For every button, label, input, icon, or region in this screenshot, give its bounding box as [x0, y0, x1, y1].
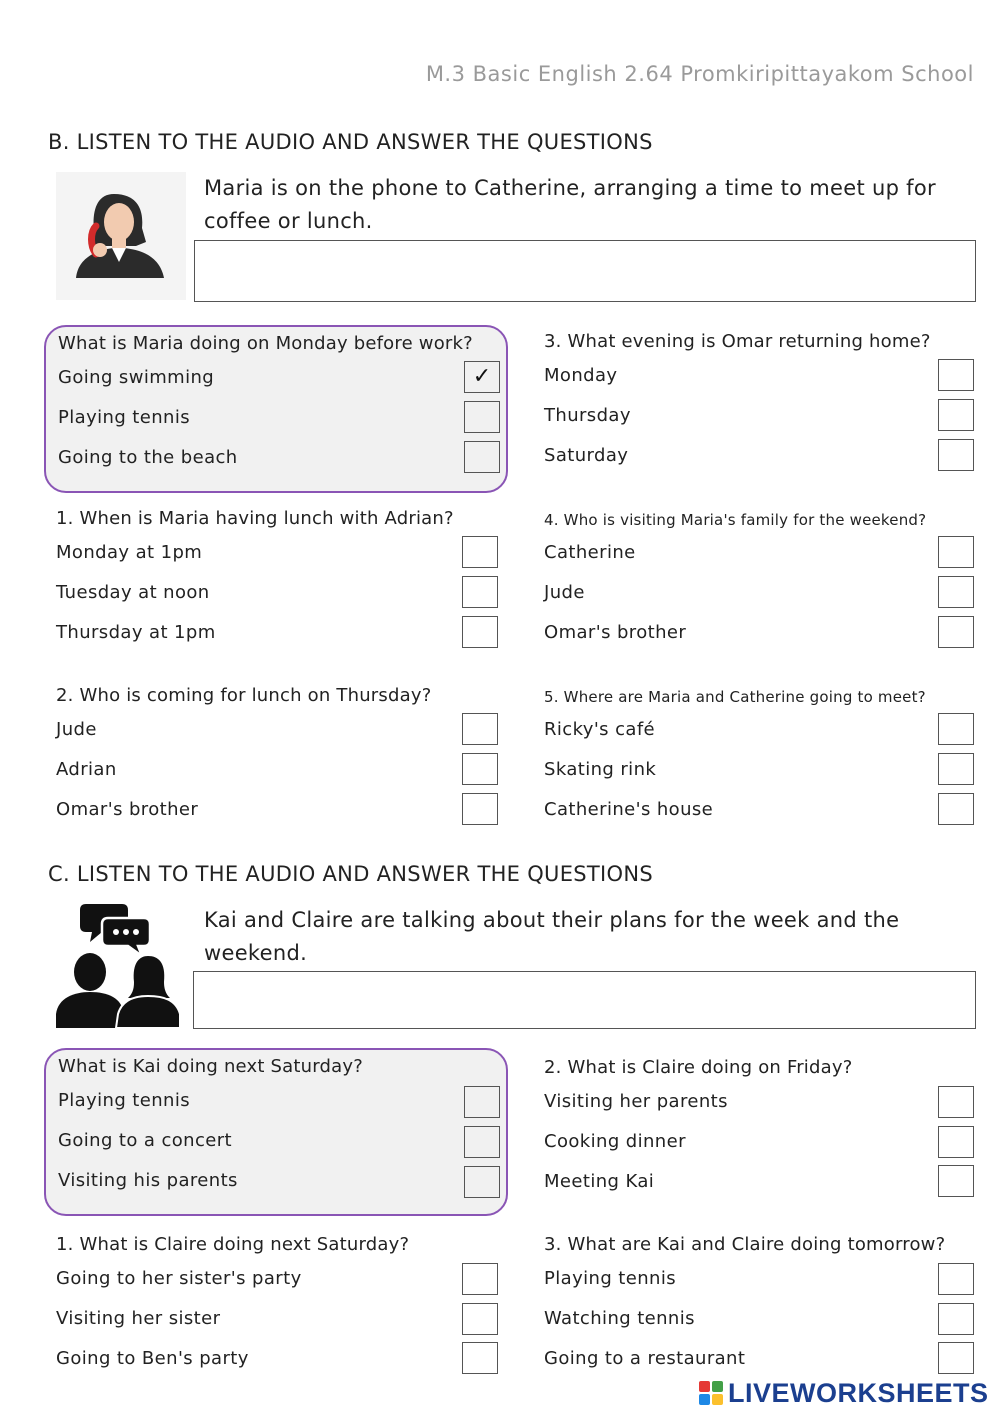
checkbox[interactable] — [938, 439, 974, 471]
checkbox[interactable] — [462, 1342, 498, 1374]
section-b-intro: Maria is on the phone to Catherine, arranging a time to meet up for coffee or lunch. — [204, 176, 936, 233]
checkbox[interactable] — [938, 1165, 974, 1197]
section-b-question-3 — [532, 325, 992, 475]
section-c-question-2 — [532, 1051, 992, 1201]
checkbox[interactable] — [464, 1126, 500, 1158]
checkbox[interactable] — [464, 1166, 500, 1198]
option-label: Going to a restaurant — [544, 1348, 746, 1369]
option-label: Playing tennis — [544, 1268, 677, 1289]
section-c-title: C. LISTEN TO THE AUDIO AND ANSWER THE QUESTIONS — [48, 862, 653, 886]
checkbox[interactable] — [462, 753, 498, 785]
checkbox[interactable] — [938, 359, 974, 391]
question-text: 2. Who is coming for lunch on Thursday? — [56, 685, 432, 706]
question-text: 5. Where are Maria and Catherine going to meet? — [544, 688, 926, 706]
checkbox[interactable] — [464, 1086, 500, 1118]
checkbox[interactable] — [938, 1342, 974, 1374]
checkbox[interactable] — [462, 1263, 498, 1295]
option-label: Meeting Kai — [544, 1171, 655, 1192]
checkbox[interactable] — [462, 1303, 498, 1335]
checkbox[interactable] — [462, 576, 498, 608]
checkbox[interactable] — [462, 536, 498, 568]
option-label: Omar's brother — [56, 799, 199, 820]
section-b-question-5 — [532, 679, 992, 829]
option-label: Going to the beach — [58, 447, 238, 468]
checkbox[interactable] — [938, 793, 974, 825]
option-label: Going swimming — [58, 367, 215, 388]
question-text: 3. What evening is Omar returning home? — [544, 331, 931, 352]
liveworksheets-logo-icon — [698, 1380, 724, 1406]
option-label: Adrian — [56, 759, 117, 780]
checkbox[interactable] — [938, 399, 974, 431]
checkbox[interactable] — [938, 1263, 974, 1295]
option-label: Visiting his parents — [58, 1170, 238, 1191]
section-b-question-2 — [44, 679, 504, 829]
checkbox[interactable] — [938, 1303, 974, 1335]
option-label: Ricky's café — [544, 719, 656, 740]
option-label: Skating rink — [544, 759, 657, 780]
option-label: Going to her sister's party — [56, 1268, 302, 1289]
question-text: 4. Who is visiting Maria's family for the weekend? — [544, 511, 927, 529]
section-b-answer-box[interactable] — [194, 240, 976, 302]
liveworksheets-logo — [698, 1378, 989, 1408]
checkbox[interactable] — [938, 616, 974, 648]
option-label: Monday at 1pm — [56, 542, 203, 563]
question-text: 1. When is Maria having lunch with Adrian? — [56, 508, 454, 529]
section-b-title: B. LISTEN TO THE AUDIO AND ANSWER THE QUESTIONS — [48, 130, 653, 154]
question-text: 2. What is Claire doing on Friday? — [544, 1057, 853, 1078]
option-label: Going to Ben's party — [56, 1348, 249, 1369]
section-c-example — [44, 1048, 508, 1216]
question-text: 1. What is Claire doing next Saturday? — [56, 1234, 410, 1255]
option-label: Jude — [544, 582, 585, 603]
option-label: Omar's brother — [544, 622, 687, 643]
checkbox[interactable] — [938, 576, 974, 608]
woman-on-phone-icon — [56, 172, 186, 300]
section-b-question-4 — [532, 502, 992, 652]
section-c-intro: Kai and Claire are talking about their plans for the week and the weekend. — [204, 908, 900, 965]
checkbox[interactable] — [938, 536, 974, 568]
section-c-question-3 — [532, 1228, 992, 1378]
checkbox[interactable] — [938, 713, 974, 745]
checkbox[interactable] — [462, 713, 498, 745]
option-label: Thursday — [544, 405, 631, 426]
section-c-answer-box[interactable] — [193, 971, 976, 1029]
example-question: What is Kai doing next Saturday? — [58, 1056, 364, 1077]
option-label: Visiting her sister — [56, 1308, 221, 1329]
option-label: Monday — [544, 365, 618, 386]
example-question: What is Maria doing on Monday before work? — [58, 333, 473, 354]
section-b-example — [44, 325, 508, 493]
option-label: Tuesday at noon — [56, 582, 210, 603]
logo-text: LIVEWORKSHEETS — [728, 1377, 989, 1408]
section-b-question-1 — [44, 502, 504, 652]
option-label: Watching tennis — [544, 1308, 695, 1329]
option-label: Playing tennis — [58, 407, 191, 428]
two-people-chat-icon — [56, 900, 182, 1028]
option-label: Going to a concert — [58, 1130, 233, 1151]
section-c-question-1 — [44, 1228, 504, 1378]
checkbox[interactable] — [938, 753, 974, 785]
option-label: Cooking dinner — [544, 1131, 686, 1152]
page-header: M.3 Basic English 2.64 Promkiripittayakom School — [425, 62, 974, 86]
checkbox[interactable] — [938, 1126, 974, 1158]
checkbox[interactable] — [464, 441, 500, 473]
checkbox[interactable] — [938, 1086, 974, 1118]
option-label: Playing tennis — [58, 1090, 191, 1111]
option-label: Thursday at 1pm — [56, 622, 216, 643]
option-label: Catherine's house — [544, 799, 714, 820]
option-label: Visiting her parents — [544, 1091, 728, 1112]
checkbox[interactable] — [462, 616, 498, 648]
checkbox-checked[interactable]: ✓ — [464, 361, 500, 393]
question-text: 3. What are Kai and Claire doing tomorrow? — [544, 1234, 946, 1255]
checkbox[interactable] — [462, 793, 498, 825]
option-label: Saturday — [544, 445, 629, 466]
option-label: Jude — [56, 719, 97, 740]
checkbox[interactable] — [464, 401, 500, 433]
option-label: Catherine — [544, 542, 636, 563]
